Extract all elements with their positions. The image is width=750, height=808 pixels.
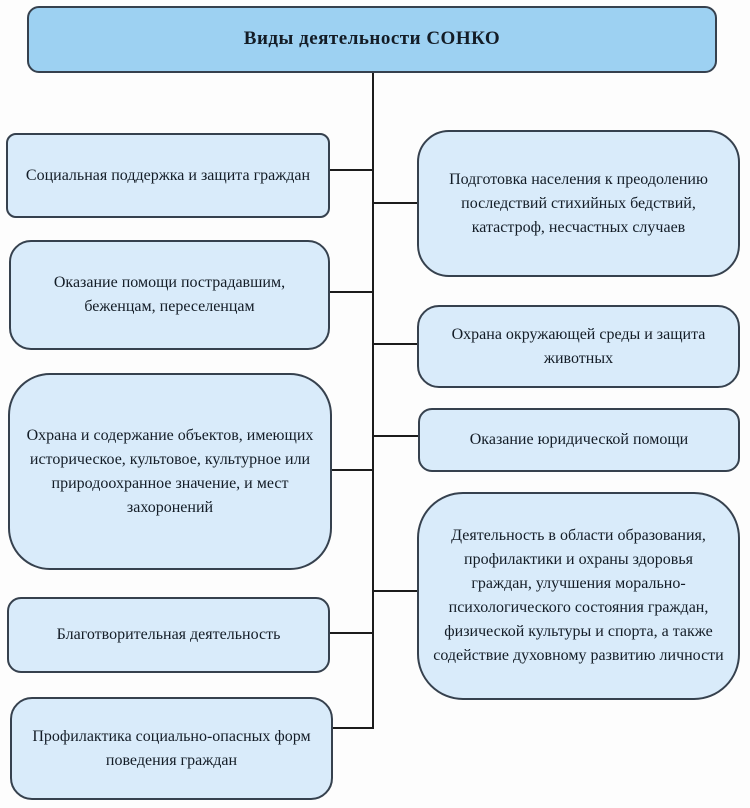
connector-social-support <box>330 169 373 171</box>
node-aid-victims-refugees: Оказание помощи пострадавшим, беженцам, переселенцам <box>9 240 330 350</box>
node-charity: Благотворительная деятельность <box>7 597 330 673</box>
node-environment-animals: Охрана окружающей среды и защита животных <box>417 305 740 388</box>
node-legal-aid: Оказание юридической помощи <box>418 408 740 472</box>
connector-education-health <box>374 590 417 592</box>
connector-heritage-protection <box>332 469 373 471</box>
connector-aid-victims-refugees <box>330 291 373 293</box>
connector-disaster-preparedness <box>374 202 417 204</box>
connector-legal-aid <box>374 435 418 437</box>
node-social-support: Социальная поддержка и защита граждан <box>6 133 330 218</box>
node-heritage-protection: Охрана и содержание объектов, имеющих историческое, культовое, культурное или природоохранное значение, и мест захоронений <box>8 373 332 570</box>
node-title: Виды деятельности СОНКО <box>27 6 717 73</box>
node-education-health: Деятельность в области образования, профилактики и охраны здоровья граждан, улучшения морально-психологического состояния граждан, физической культуры и спорта, а также содействие духовному развитию личности <box>417 492 740 700</box>
node-disaster-preparedness: Подготовка населения к преодолению последствий стихийных бедствий, катастроф, несчастных случаев <box>417 130 740 277</box>
trunk-line <box>372 73 374 729</box>
node-prevention-dangerous-behavior: Профилактика социально-опасных форм поведения граждан <box>10 697 333 800</box>
connector-environment-animals <box>374 343 417 345</box>
connector-charity <box>330 632 373 634</box>
connector-prevention-dangerous-behavior <box>333 727 373 729</box>
